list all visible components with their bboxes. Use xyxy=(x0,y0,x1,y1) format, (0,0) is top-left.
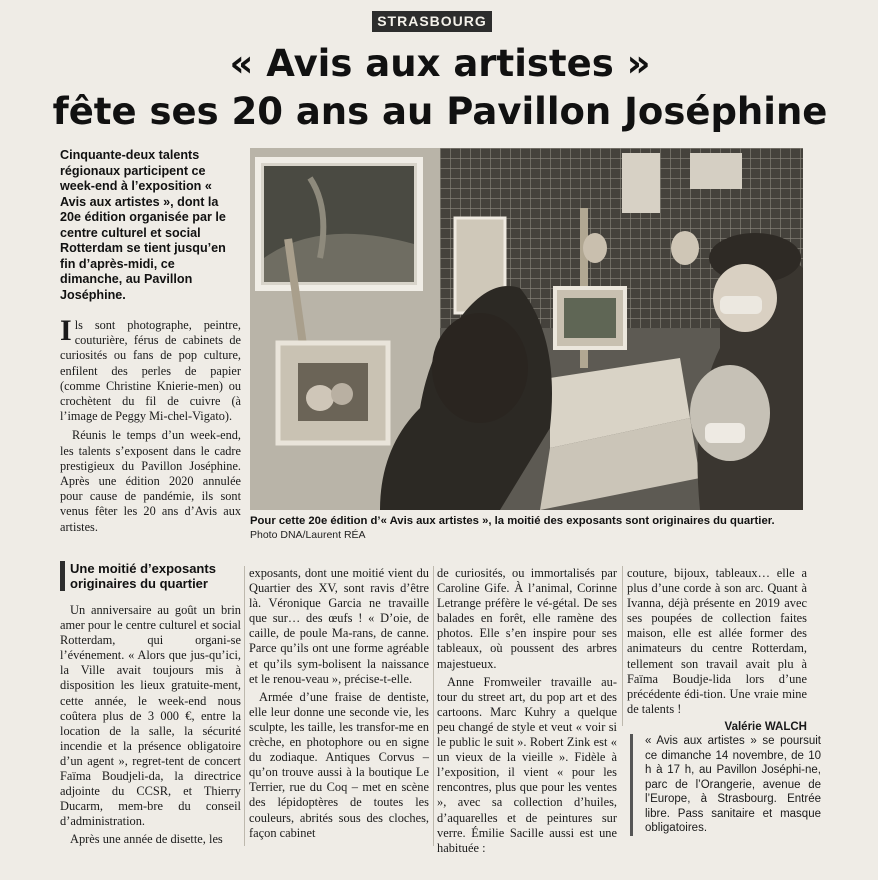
article-column-1 xyxy=(60,603,241,851)
headline xyxy=(40,40,840,136)
subheading: Une moitié d’exposants originaires du quartier xyxy=(60,561,245,591)
column-3-paragraph-2: Anne Fromweiler travaille au-tour du street art, du pop art et des cartoons. Marc Kuhry a quelque peu changé de style et veut « voir si le public le suit ». Robert Zink est « un vieux de la vieille ». Fidèle à l’exposition, il vient « pour les rencontres, plus que pour les ventes », avec sa collection d’huiles, d’aquarelles et de peintures sur verre. Émilie Sacille aussi est une habituée : xyxy=(437,674,617,855)
article-column-4 xyxy=(627,566,807,735)
intro-paragraph-2: Réunis le temps d’un week-end, les talents s’exposent dans le cadre prestigieux du Pavillon Joséphine. Après une édition 2020 annulée pour cause de pandémie, ils sont venus fêter les 20 ans d’Avis aux artistes. xyxy=(60,428,241,534)
column-divider xyxy=(433,566,434,846)
intro-text xyxy=(60,314,241,539)
column-4-paragraph-1: couture, bijoux, tableaux… elle a plus d’une corde à son arc. Quant à Ivanna, déjà présente en 2019 avec ses poupées de collection faites maison, elle est allée former des animateurs du centre Rotterdam, tellement son travail avait plu à Faïma Boudje-lida lors d’une précédente édi-tion. Une vraie mine de talents ! xyxy=(627,566,807,716)
practical-info-box: « Avis aux artistes » se poursuit ce dimanche 14 novembre, de 10 h à 17 h, au Pavillon Joséphi-ne, parc de l’Orangerie, avenue de l’Europe, à Strasbourg. Entrée libre. Pass sanitaire et masque obligatoires. xyxy=(630,734,821,836)
headline-line-2: fête ses 20 ans au Pavillon Joséphine xyxy=(52,90,828,133)
article-column-3 xyxy=(437,566,617,859)
column-divider xyxy=(622,566,623,726)
exhibition-photo xyxy=(250,148,803,510)
lead-paragraph: Cinquante-deux talents régionaux participent ce week-end à l’exposition « Avis aux artistes », dont la 20e édition organisée par le centre culturel et social Rotterdam se tient jusqu’en fin d’après-midi, ce dimanche, au Pavillon Joséphine. xyxy=(60,148,226,302)
article-column-2 xyxy=(249,566,429,844)
headline-line-1: « Avis aux artistes » xyxy=(229,42,651,85)
column-1-paragraph-1: Un anniversaire au goût un brin amer pour le centre culturel et social Rotterdam, qui organi-se l’événement. « Alors que jus-qu’ici, la Ville avait toujours mis à disposition les lieux gratuite-ment, cette année, le week-end nous coûtera plus de 3 000 €, entre la location de la salle, la sécurité incendie et la présence obligatoire d’un agent », regret-tent de concert Faïma Boudjeli-da, la directrice adjointe du CCSR, et Thierry Ducarm, mem-bre du conseil d’administration. xyxy=(60,603,241,829)
author-signature: Valérie WALCH xyxy=(724,720,807,733)
photo-caption: Pour cette 20e édition d’« Avis aux artistes », la moitié des exposants sont originaires du quartier. xyxy=(250,515,775,527)
exhibition-photo-illustration xyxy=(250,148,803,510)
section-kicker: STRASBOURG xyxy=(372,11,492,32)
column-1-paragraph-2: Après une année de disette, les xyxy=(70,832,223,847)
column-divider xyxy=(244,566,245,846)
photo-credit: Photo DNA/Laurent RÉA xyxy=(250,529,366,541)
intro-paragraph-1: Ils sont photographe, peintre, couturière, férus de cabinets de curiosités ou fans de pop culture, enfilent des perles de papier (comme Christine Knierie-men) ou crochètent du fil de cuivre (à l’image de Peggy Mi-chel-Vigato). xyxy=(60,314,241,424)
column-3-paragraph-1: de curiosités, ou immortalisés par Caroline Gife. À l’animal, Corinne Letrange préfère le vé-gétal. De ses balades en forêt, elle ramène des photos. Elle s’en inspire pour ses tableaux, où poussent des arbres majestueux. xyxy=(437,566,617,671)
column-2-paragraph-1: exposants, dont une moitié vient du Quartier des XV, sont ravis d’être là. Véronique Garcia ne travaille que sur… des œufs ! « D’oie, de caille, de poule Ma-rans, de canne. Parce qu’ils ont une forme agréable et qu’ils sym-bolisent la naissance et le renou-veau », précise-t-elle. xyxy=(249,566,429,686)
column-2-paragraph-2: Armée d’une fraise de dentiste, elle leur donne une seconde vie, les sculpte, les taille, les transfor-me en crèche, en photophore ou en signe du zodiaque. Antiques Corvus – qu’on trouve aussi à la boutique Le Terrier, rue du Coq – met en scène des lépidoptères de toutes les couleurs, abrités sous des cloches, façon cabinet xyxy=(249,689,429,840)
